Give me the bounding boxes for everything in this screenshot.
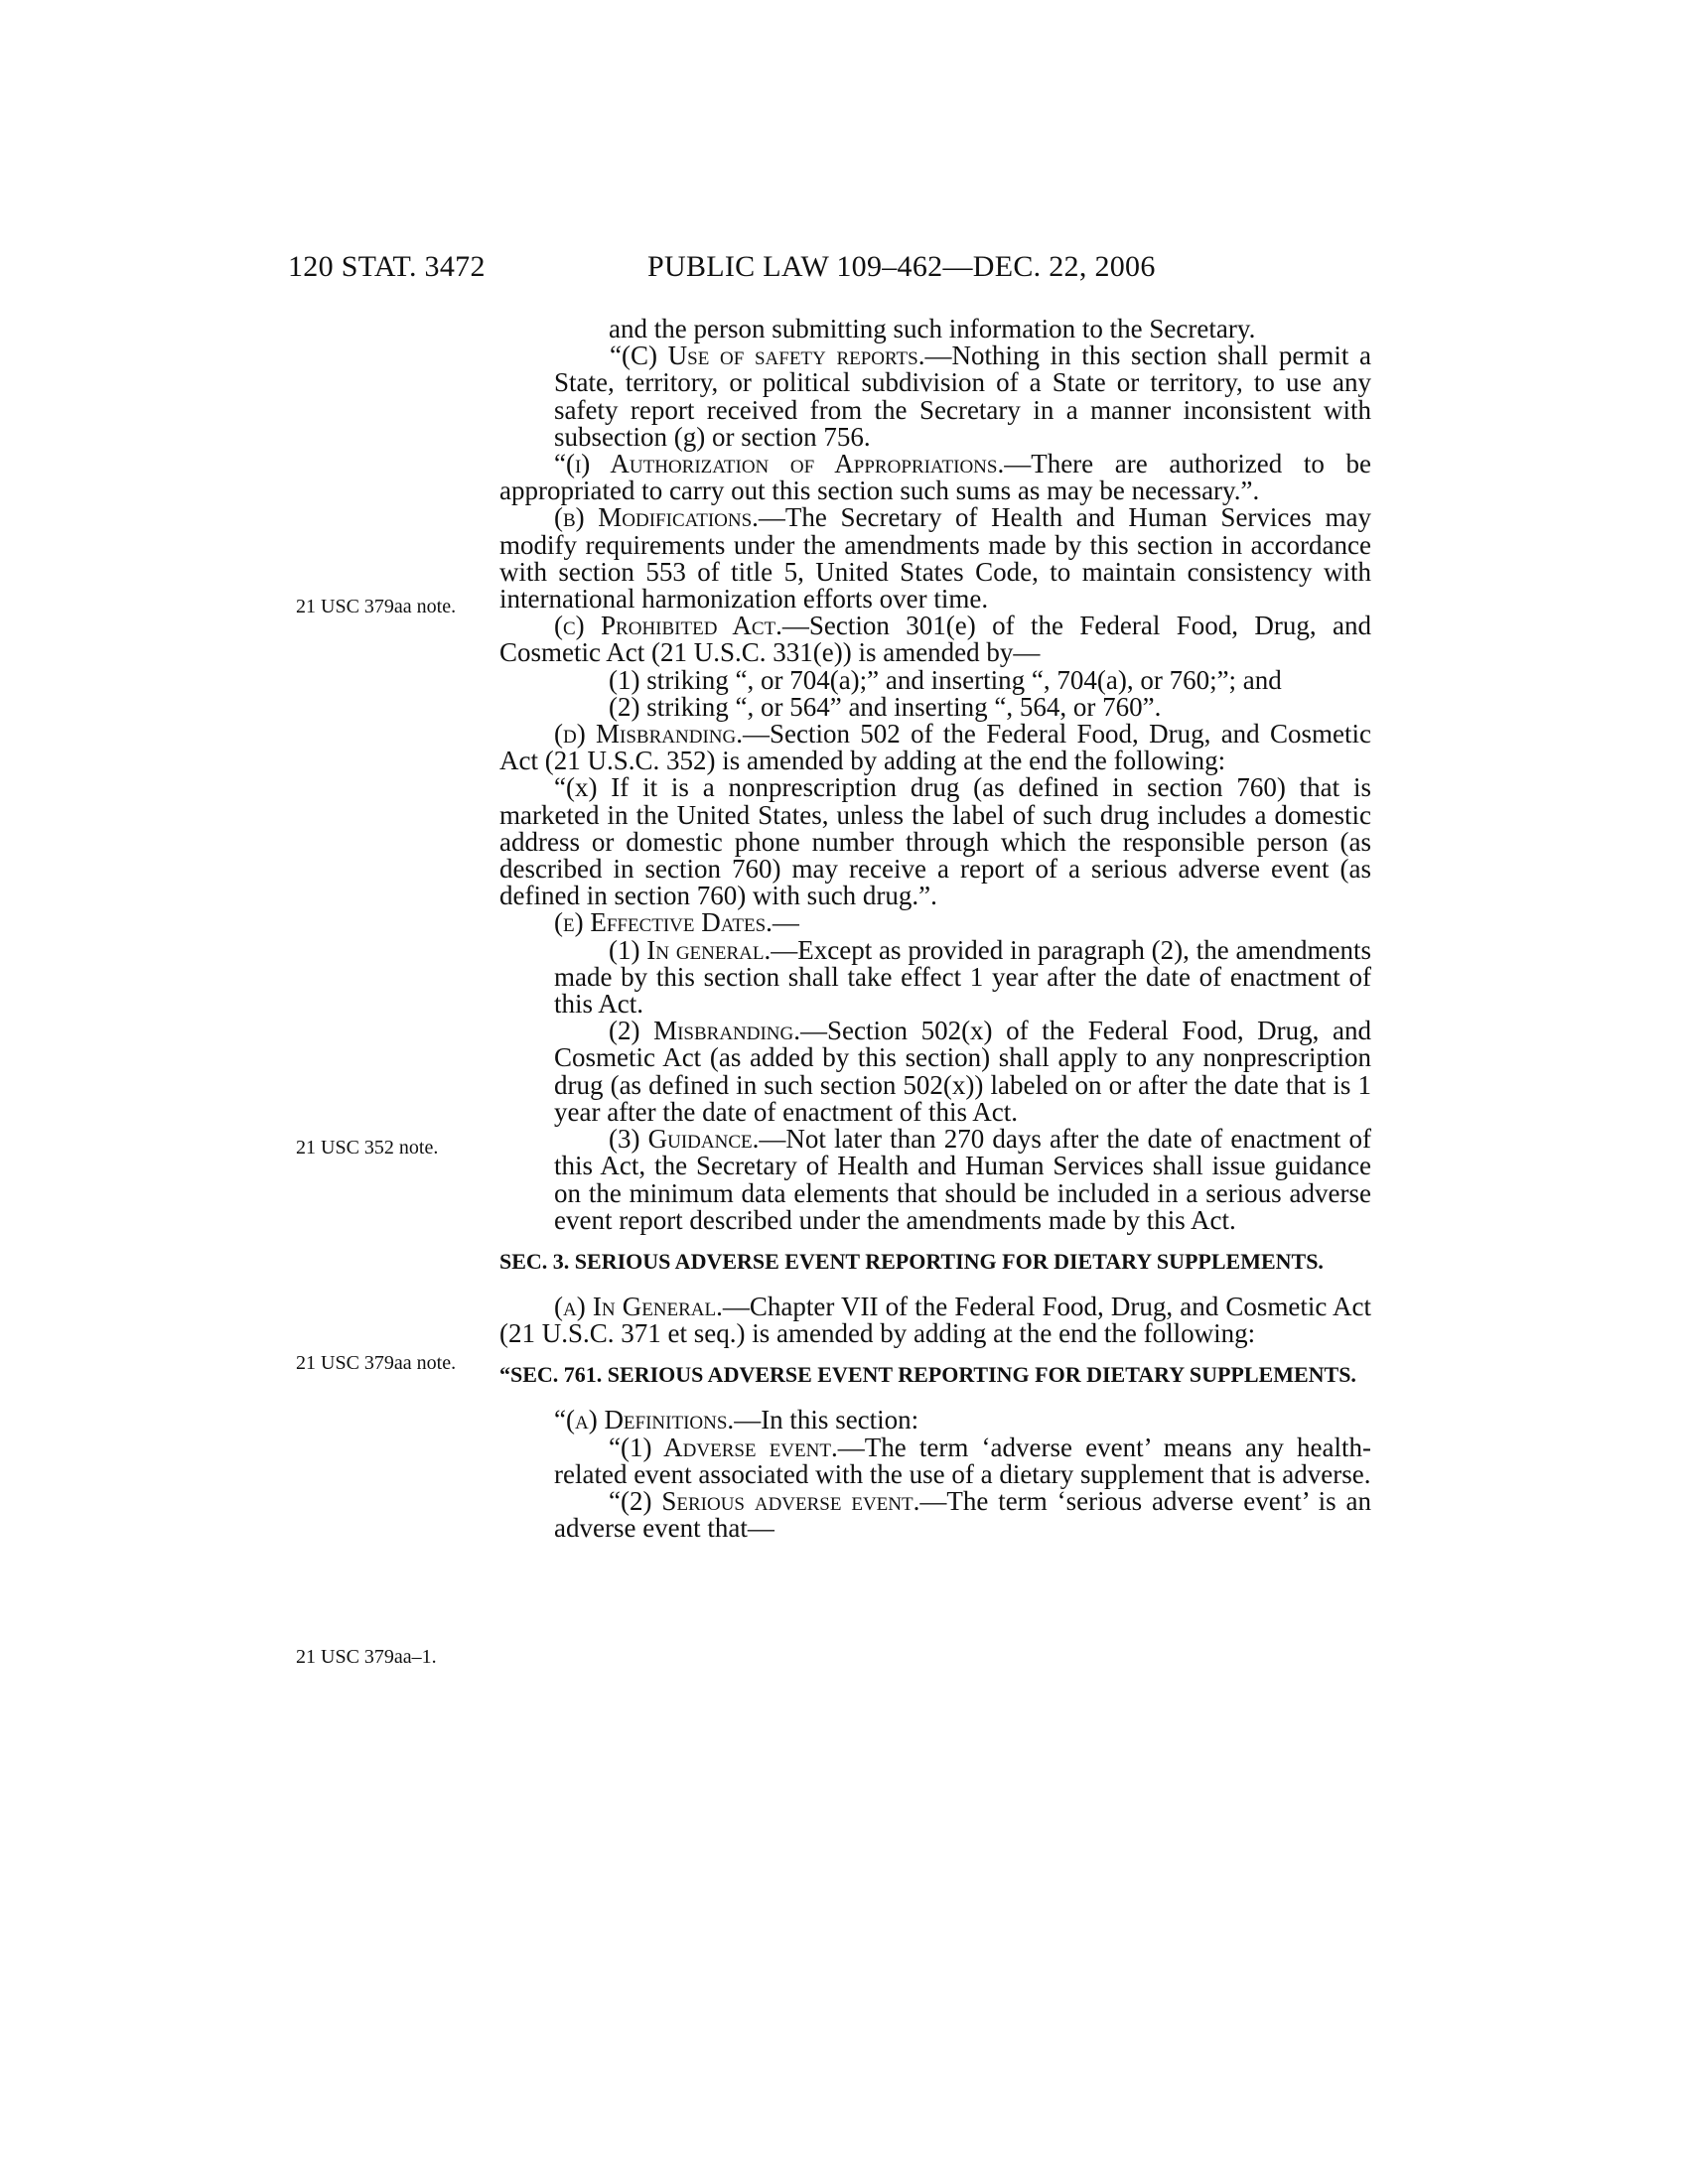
paragraph-text: —The Secretary of Health and Human Services may modify requirements under the amendments made by this section in accordance with section 553 of title 5, United States Code, to maintain consistency with international harmonization efforts over time.	[499, 502, 1371, 614]
paragraph	[499, 909, 1371, 936]
margin-note: 21 USC 379aa–1.	[296, 1646, 437, 1668]
paragraph-text: —Except as provided in paragraph (2), the amendments made by this section shall take effect 1 year after the date of enactment of this Act.	[554, 934, 1371, 1020]
paragraph	[499, 451, 1371, 504]
paragraph-text: —Not later than 270 days after the date of enactment of this Act, the Secretary of Health and Human Services shall issue guidance on the minimum data elements that should be included in a serious adverse event report described under the amendments made by this Act.	[554, 1124, 1371, 1235]
paragraph-text: —There are authorized to be appropriated to carry out this section such sums as may be necessary.”.	[499, 449, 1371, 506]
paragraph	[499, 504, 1371, 613]
paragraph	[499, 721, 1371, 774]
paragraph-text: —Section 502 of the Federal Food, Drug, and Cosmetic Act (21 U.S.C. 352) is amended by adding at the end the following:	[499, 719, 1371, 776]
paragraph	[554, 1434, 1371, 1488]
paragraph-heading: (b) Modifications.	[554, 502, 759, 533]
paragraph	[609, 316, 1371, 342]
paragraph	[554, 1485, 1371, 1544]
paragraph-text: and the person submitting such information to the Secretary.	[609, 314, 1256, 343]
paragraph	[554, 1126, 1371, 1234]
paragraph	[499, 1291, 1371, 1349]
paragraph-heading: (2) Misbranding.	[609, 1016, 800, 1046]
public-law-title: PUBLIC LAW 109–462—DEC. 22, 2006	[647, 250, 1156, 283]
paragraph-heading: (e) Effective Dates.	[554, 907, 773, 938]
paragraph-heading: (d) Misbranding.	[554, 719, 743, 750]
statute-page-number: 120 STAT. 3472	[288, 250, 486, 283]
paragraph-heading: (a) In General.	[554, 1291, 723, 1321]
paragraph	[554, 1018, 1371, 1126]
paragraph	[554, 664, 1371, 695]
paragraph-heading: (c) Prohibited Act.	[554, 611, 782, 641]
paragraph-text: —Section 301(e) of the Federal Food, Drug, and Cosmetic Act (21 U.S.C. 331(e)) is amended by—	[499, 611, 1371, 668]
paragraph-text: (1) striking “, or 704(a);” and inserting “, 704(a), or 760;”; and	[609, 664, 1282, 695]
paragraph-heading: “(1) Adverse event.	[609, 1432, 838, 1462]
paragraph-text: —Section 502(x) of the Federal Food, Drug, and Cosmetic Act (as added by this section) shall apply to any nonprescription drug (as defined in such section 502(x)) labeled on or after the date that is 1 year after the date of enactment of this Act.	[554, 1016, 1371, 1127]
paragraph-heading: (3) Guidance.	[609, 1124, 760, 1155]
paragraph-text: —	[772, 907, 799, 938]
paragraph-text: —The term ‘serious adverse event’ is an adverse event that—	[554, 1485, 1371, 1544]
paragraph-heading: “(a) Definitions.	[554, 1405, 735, 1435]
page-header	[0, 250, 1688, 290]
paragraph	[499, 1407, 1371, 1433]
paragraph-heading: (1) In general.	[609, 934, 772, 965]
section-heading: “SEC. 761. SERIOUS ADVERSE EVENT REPORTING FOR DIETARY SUPPLEMENTS.	[499, 1362, 1356, 1388]
paragraph-text: —Nothing in this section shall permit a State, territory, or political subdivision of a State or territory, to use any safety report received from the Secretary in a manner inconsistent with subsection (g) or section 756.	[554, 341, 1371, 452]
paragraph-text: —The term ‘adverse event’ means any health-related event associated with the use of a dietary supplement that is adverse.	[554, 1432, 1371, 1489]
paragraph-heading: “(i) Authorization of Appropriations.	[554, 449, 1005, 479]
paragraph-text: —Chapter VII of the Federal Food, Drug, and Cosmetic Act (21 U.S.C. 371 et seq.) is amended by adding at the end the following:	[499, 1291, 1371, 1349]
document-body	[499, 316, 1371, 1542]
section-heading: SEC. 3. SERIOUS ADVERSE EVENT REPORTING FOR DIETARY SUPPLEMENTS.	[499, 1248, 1324, 1274]
margin-note: 21 USC 379aa note.	[296, 1352, 457, 1374]
paragraph	[499, 774, 1371, 909]
paragraph-text: “(x) If it is a nonprescription drug (as defined in section 760) that is marketed in the United States, unless the label of such drug includes a domestic address or domestic phone number through which the responsible person (as described in section 760) may receive a report of a serious adverse event (as defined in section 760) with such drug.”.	[499, 772, 1371, 911]
paragraph-text: (2) striking “, or 564” and inserting “, 564, or 760”.	[609, 691, 1162, 722]
paragraph	[499, 613, 1371, 666]
paragraph	[554, 934, 1371, 1020]
paragraph	[554, 341, 1371, 452]
paragraph-text: —In this section:	[734, 1405, 919, 1435]
margin-note: 21 USC 379aa note.	[296, 596, 457, 617]
paragraph-heading: “(2) Serious adverse event.	[609, 1485, 920, 1516]
paragraph-heading: “(C) Use of safety reports.	[610, 341, 925, 371]
margin-note: 21 USC 352 note.	[296, 1137, 439, 1159]
paragraph	[554, 691, 1371, 722]
